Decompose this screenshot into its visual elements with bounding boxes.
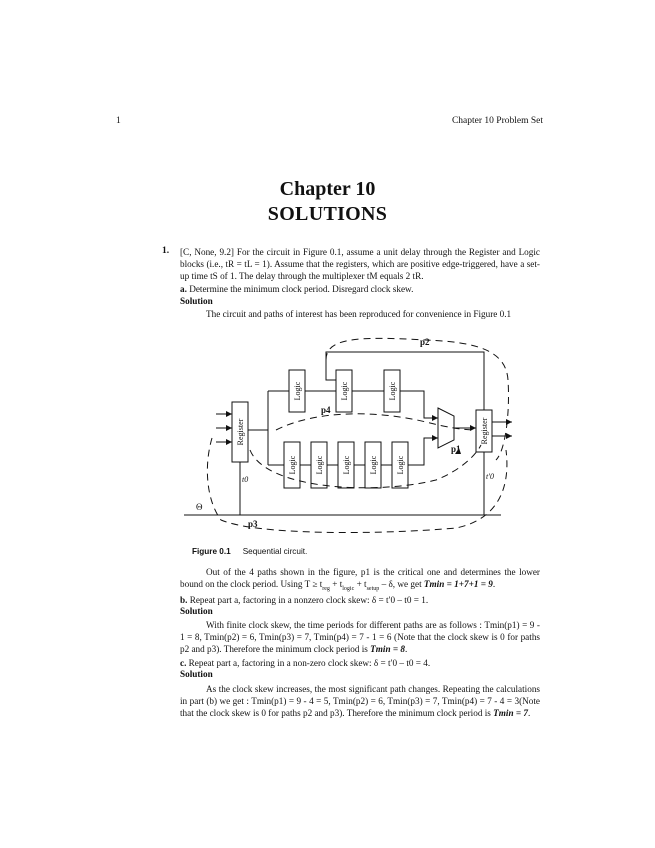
figure-caption-text: Sequential circuit.	[242, 547, 308, 556]
logic-label-bottom-1: Logic	[288, 455, 297, 475]
part-c-label: c.	[180, 658, 187, 668]
logic-label-bottom-2: Logic	[315, 455, 324, 475]
solution-b-heading: Solution	[180, 606, 213, 616]
register-left-label: Register	[236, 418, 245, 446]
paragraph-critical-path: Out of the 4 paths shown in the figure, p1 is the critical one and determines the lower bound on the clock period. Using $T \ge t_{reg} + t_{logic} + t_{setup} - \delta$, we get Tmin = 1+7+1 = 9.	[180, 567, 540, 592]
multiplexer	[438, 408, 454, 448]
p1-text-2: , we get	[392, 579, 424, 589]
logic-label-bottom-4: Logic	[369, 455, 378, 475]
solution-c-heading: Solution	[180, 669, 213, 679]
path-label-p2: p2	[420, 337, 430, 347]
register-right-label: Register	[480, 417, 489, 445]
p3-result: Tmin = 7	[493, 708, 528, 718]
chapter-subtitle: SOLUTIONS	[267, 203, 388, 225]
part-c	[180, 657, 540, 669]
figure-caption	[192, 547, 307, 556]
t0-label: t0	[242, 475, 249, 484]
logic-label-top-2: Logic	[340, 381, 349, 401]
logic-label-bottom-5: Logic	[396, 455, 405, 475]
path-label-p3: p3	[248, 519, 258, 529]
p1-formula: T ≥ t	[304, 579, 323, 589]
p2-result: Tmin = 8	[370, 644, 406, 654]
problem-statement: [C, None, 9.2] For the circuit in Figure 0.1, assume a unit delay through the Register and Logic blocks (i.e., tR = tL = 1). Assume that the registers, which are positive edge-triggered, have a set-up time tS of 1. The delay through the multiplexer tM equals 2 tR.	[180, 247, 540, 281]
part-b-text: Repeat part a, factoring in a nonzero clock skew: δ = t′0 – t0 = 1.	[189, 595, 429, 605]
path-label-p1: p1	[451, 444, 461, 454]
clock-symbol: Θ	[196, 502, 203, 512]
t0prime-label: t′0	[486, 472, 494, 481]
figure-caption-label: Figure 0.1	[192, 547, 231, 556]
logic-label-bottom-3: Logic	[342, 455, 351, 475]
paragraph-increased-skew: As the clock skew increases, the most significant path changes. Repeating the calculations in part (b) we get : Tmin(p1) = 9 - 4 = 5, Tmin(p2) = 6, Tmin(p3) = 7, Tmin(p4) = 7 - 4 = 3(Note that the clock skew is 0 for paths p2 and p3). Therefore the minimum clock period is Tmin = 7.	[180, 684, 540, 718]
p2-text: With finite clock skew, the time periods for different paths are as follows : Tmin(p1) = 9 - 1 = 8, Tmin(p2) = 6, Tmin(p3) = 7, Tmin(p4) = 7 - 1 = 6 (Note that the clock skew is 0 for paths p2 and p3). Therefore the minimum clock period is	[180, 620, 540, 654]
part-b-label: b.	[180, 595, 188, 605]
part-b	[180, 594, 540, 606]
logic-label-top-1: Logic	[293, 381, 302, 401]
part-a	[180, 283, 540, 295]
running-head: Chapter 10 Problem Set	[451, 116, 543, 126]
part-a-text: Determine the minimum clock period. Disregard clock skew.	[189, 284, 414, 294]
chapter-title: Chapter 10	[279, 178, 376, 200]
paragraph-finite-skew: With finite clock skew, the time periods for different paths are as follows : Tmin(p1) = 9 - 1 = 8, Tmin(p2) = 6, Tmin(p3) = 7, Tmin(p4) = 7 - 1 = 6 (Note that the clock skew is 0 for paths p2 and p3). Therefore the minimum clock period is Tmin = 8.	[180, 620, 540, 654]
page-number: 1	[116, 116, 121, 126]
part-c-text: Repeat part a, factoring in a non-zero clock skew: δ = t′0 – t0 = 4.	[188, 658, 431, 668]
p1-result: Tmin = 1+7+1 = 9	[423, 579, 493, 589]
part-a-label: a.	[180, 284, 187, 294]
p3-text: As the clock skew increases, the most significant path changes. Repeating the calculations in part (b) we get : Tmin(p1) = 9 - 4 = 5, Tmin(p2) = 6, Tmin(p3) = 7, Tmin(p4) = 7 - 4 = 3(Note that the clock skew is 0 for paths p2 and p3). Therefore the minimum clock period is	[180, 684, 540, 718]
solution-intro: The circuit and paths of interest has been reproduced for convenience in Figure 0.1	[206, 309, 512, 319]
solution-heading: Solution	[180, 296, 213, 306]
p1-text-1: Out of the 4 paths shown in the figure, p1 is the critical one and determines the lower bound on the clock period. Using	[180, 567, 540, 589]
path-label-p4: p4	[321, 405, 331, 415]
problem-number: 1.	[162, 246, 170, 256]
circuit-figure	[176, 330, 521, 540]
logic-label-top-3: Logic	[388, 381, 397, 401]
